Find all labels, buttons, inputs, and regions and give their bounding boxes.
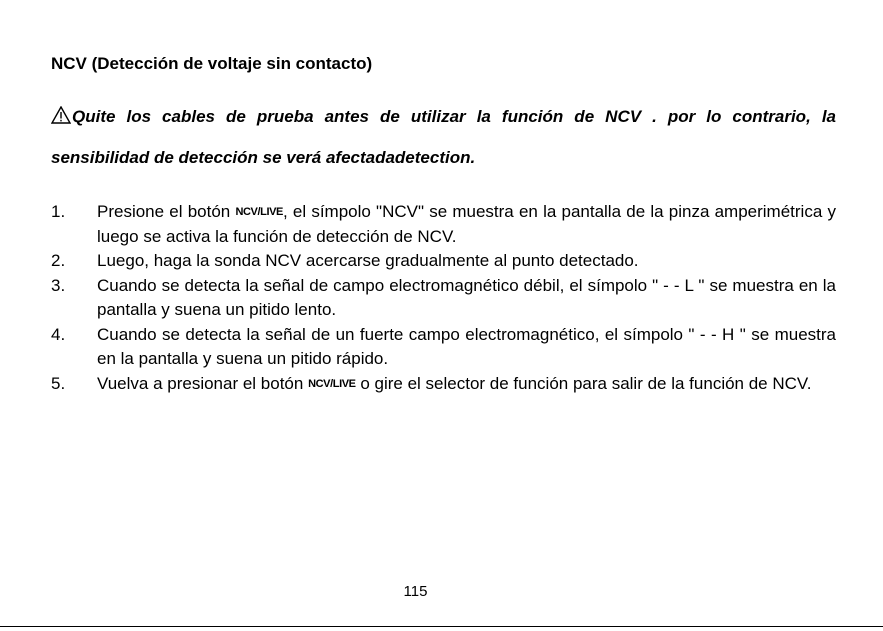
list-item xyxy=(51,249,836,274)
ncv-live-button-label: NCV/LIVE xyxy=(235,206,283,218)
steps-list xyxy=(51,200,836,396)
warning-text: Quite los cables de prueba antes de utilizar la función de NCV . por lo contrario, la sensibilidad de detección se verá afectadadetection. xyxy=(51,107,836,167)
step-text: , el símpolo "NCV" se muestra en la pantalla de la pinza amperimétrica y luego se activa la función de detección de NCV. xyxy=(97,202,836,246)
warning-triangle-icon xyxy=(51,106,71,124)
list-item xyxy=(51,323,836,372)
step-number: 1. xyxy=(51,202,66,221)
step-text: Luego, haga la sonda NCV acercarse gradualmente al punto detectado. xyxy=(97,251,639,270)
step-text: o gire el selector de función para salir de la función de NCV. xyxy=(355,373,812,393)
step-text: Vuelva a presionar el botón xyxy=(97,373,309,393)
ncv-live-button-label: NCV/LIVE xyxy=(308,377,356,390)
bottom-divider xyxy=(0,626,883,627)
step-text: Presione el botón xyxy=(97,202,236,221)
list-item xyxy=(51,200,836,249)
step-number: 3. xyxy=(51,275,66,295)
list-item xyxy=(51,274,836,323)
step-text: Cuando se detecta la señal de campo electromagnético débil, el símpolo " - - L " se muestra en la pantalla y suena un pitido lento. xyxy=(97,275,836,319)
page-number: 115 xyxy=(403,583,428,600)
step-number: 2. xyxy=(51,251,66,270)
step-number: 4. xyxy=(51,324,66,344)
step-number: 5. xyxy=(51,373,66,393)
warning-note xyxy=(51,96,836,178)
section-heading: NCV (Detección de voltaje sin contacto) xyxy=(51,54,373,73)
list-item xyxy=(51,372,836,397)
step-text: Cuando se detecta la señal de un fuerte campo electromagnético, el símpolo " - - H " se muestra en la pantalla y suena un pitido rápido. xyxy=(97,324,836,368)
